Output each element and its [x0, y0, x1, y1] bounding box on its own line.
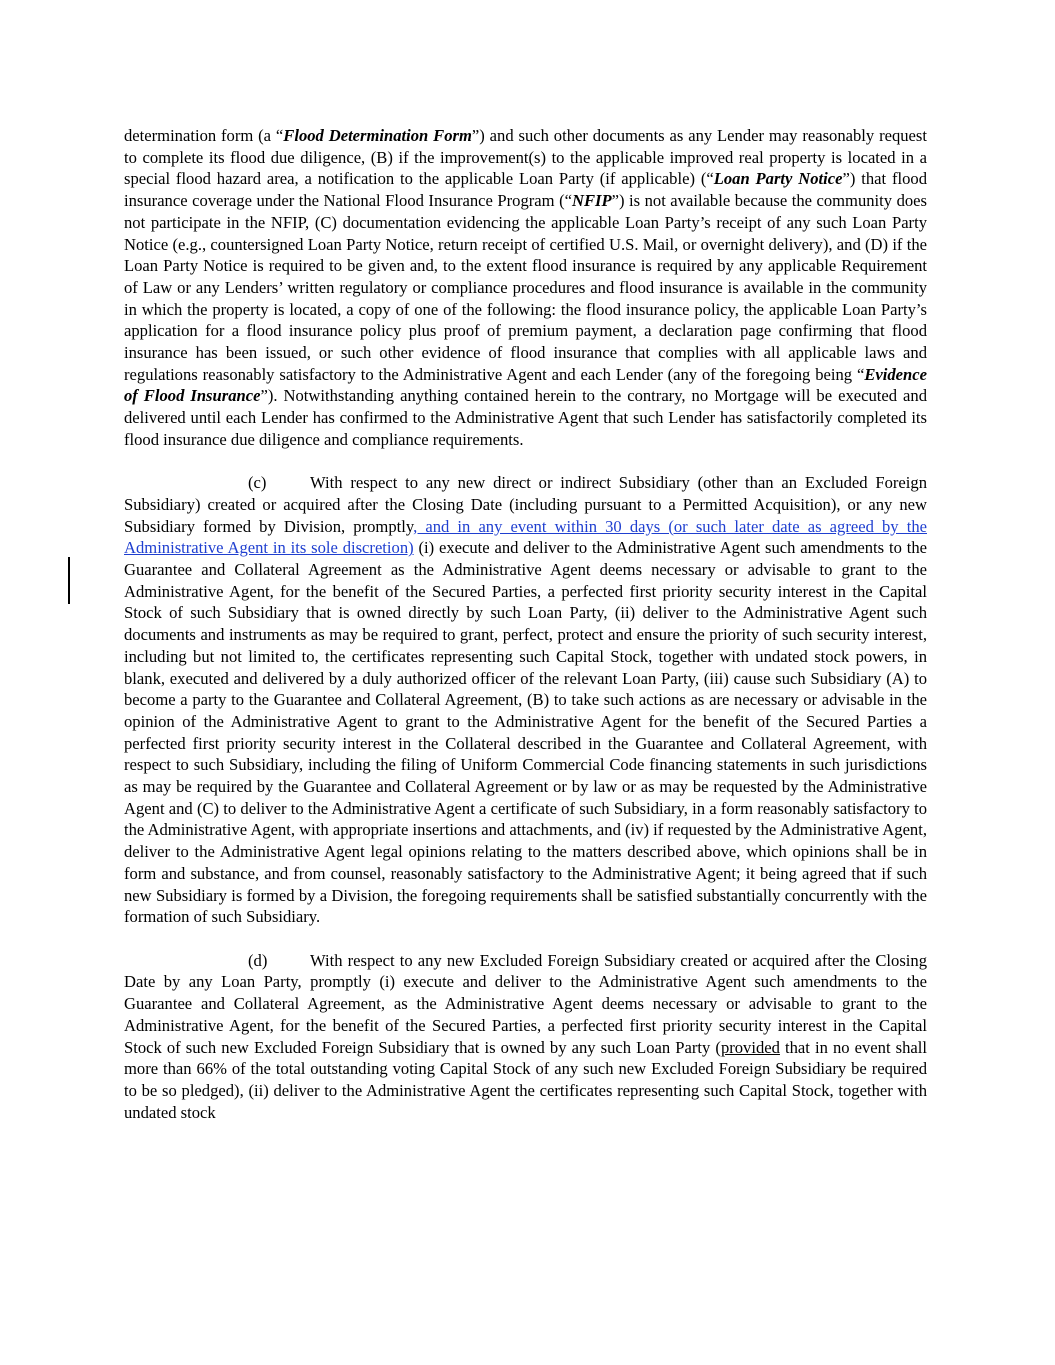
- clause-label-d: (d): [248, 950, 268, 970]
- text-run: ”) is not available because the community does not participate in the NFIP, (C) documentation evidencing the applicable Loan Party’s receipt of any such Loan Party Notice (e.g., countersigned Loan Party Notice, return receipt of certified U.S. Mail, or overnight delivery), and (D) if the Loan Party Notice is required to be given and, to the extent flood insurance is required by any applicable Requirement of Law or any Lenders’ written regulatory or compliance procedures and flood insurance is available in the community in which the property is located, a copy of one of the following: the flood insurance policy, the applicable Loan Party’s application for a flood insurance policy plus proof of premium payment, a declaration page confirming that flood insurance has been issued, or such other evidence of flood insurance that complies with all applicable laws and regulations reasonably satisfactory to the Administrative Agent and each Lender (any of the foregoing being “: [124, 191, 928, 384]
- text-run: ”). Notwithstanding anything contained herein to the contrary, no Mortgage will be executed and delivered until each Lender has confirmed to the Administrative Agent that such Lender has satisfactorily completed its flood insurance due diligence and compliance requirements.: [124, 386, 927, 449]
- clause-label-c: (c): [248, 473, 267, 493]
- text-run: ”) that flood insurance coverage under the National Flood Insurance Program (“: [124, 169, 927, 211]
- defined-term-flood-determination-form: Flood Determination Form: [283, 126, 472, 145]
- revision-change-bar: [68, 557, 70, 604]
- paragraph-c-new-subsidiary: [124, 472, 927, 928]
- defined-term-evidence-of-flood-insurance: Evidence of Flood Insurance: [124, 364, 927, 406]
- text-run: With respect to any new Excluded Foreign Subsidiary created or acquired after the Closing Date by any Loan Party, promptly (i) execute and deliver to the Administrative Agent such amendments to the Guarantee and Collateral Agreement, as the Administrative Agent deems necessary or advisable to grant to the Administrative Agent, for the benefit of the Secured Parties, a perfected first priority security interest in the Capital Stock of such new Excluded Foreign Subsidiary that is owned by any such Loan Party (: [124, 950, 927, 1057]
- document-page: [124, 125, 927, 1123]
- text-run: With respect to any new direct or indirect Subsidiary (other than an Excluded Foreign Subsidiary) created or acquired after the Closing Date (including pursuant to a Permitted Acquisition), or any new Subsidiary formed by Division, promptly: [124, 473, 927, 536]
- defined-term-loan-party-notice: Loan Party Notice: [713, 169, 843, 189]
- paragraph-flood-insurance: [124, 125, 927, 451]
- defined-term-nfip: NFIP: [571, 191, 612, 211]
- text-run: ”) and such other documents as any Lender may reasonably request to complete its flood due diligence, (B) if the improvement(s) to the applicable improved real property is located in a special flood hazard area, a notification to the applicable Loan Party (if applicable) (“: [124, 126, 927, 189]
- underlined-term-provided: provided: [720, 1037, 780, 1057]
- text-run: determination form (a “: [124, 126, 284, 145]
- inserted-revision-text: , and in any event within 30 days (or such later date as agreed by the Administrative Agent in its sole discretion): [124, 516, 927, 558]
- text-run: that in no event shall more than 66% of the total outstanding voting Capital Stock of any such new Excluded Foreign Subsidiary be required to be so pledged), (ii) deliver to the Administrative Agent the certificates representing such Capital Stock, together with undated stock: [124, 1037, 927, 1122]
- paragraph-d-excluded-foreign-subsidiary: [124, 950, 927, 1124]
- text-run: (i) execute and deliver to the Administrative Agent such amendments to the Guarantee and Collateral Agreement as the Administrative Agent deems necessary or advisable to grant to the Administrative Agent, for the benefit of the Secured Parties, a perfected first priority security interest in the Capital Stock of such Subsidiary that is owned directly by such Loan Party, (ii) deliver to the Administrative Agent such documents and instruments as may be required to grant, perfect, protect and ensure the priority of such security interest, including but not limited to, the certificates representing such Capital Stock, together with undated stock powers, in blank, executed and delivered by a duly authorized officer of the relevant Loan Party, (iii) cause such Subsidiary (A) to become a party to the Guarantee and Collateral Agreement, (B) to take such actions as are necessary or advisable in the opinion of the Administrative Agent to grant to the Administrative Agent for the benefit of the Secured Parties a perfected first priority security interest in the Collateral described in the Guarantee and Collateral Agreement, with respect to such Subsidiary, including the filing of Uniform Commercial Code financing statements in such jurisdictions as may be required by the Guarantee and Collateral Agreement or by law or as may be requested by the Administrative Agent and (C) to deliver to the Administrative Agent a certificate of such Subsidiary, in a form reasonably satisfactory to the Administrative Agent, with appropriate insertions and attachments, and (iv) if requested by the Administrative Agent, deliver to the Administrative Agent legal opinions relating to the matters described above, which opinions shall be in form and substance, and from counsel, reasonably satisfactory to the Administrative Agent; it being agreed that if such new Subsidiary is formed by a Division, the foregoing requirements shall be satisfied substantially concurrently with the formation of such Subsidiary.: [124, 538, 927, 927]
